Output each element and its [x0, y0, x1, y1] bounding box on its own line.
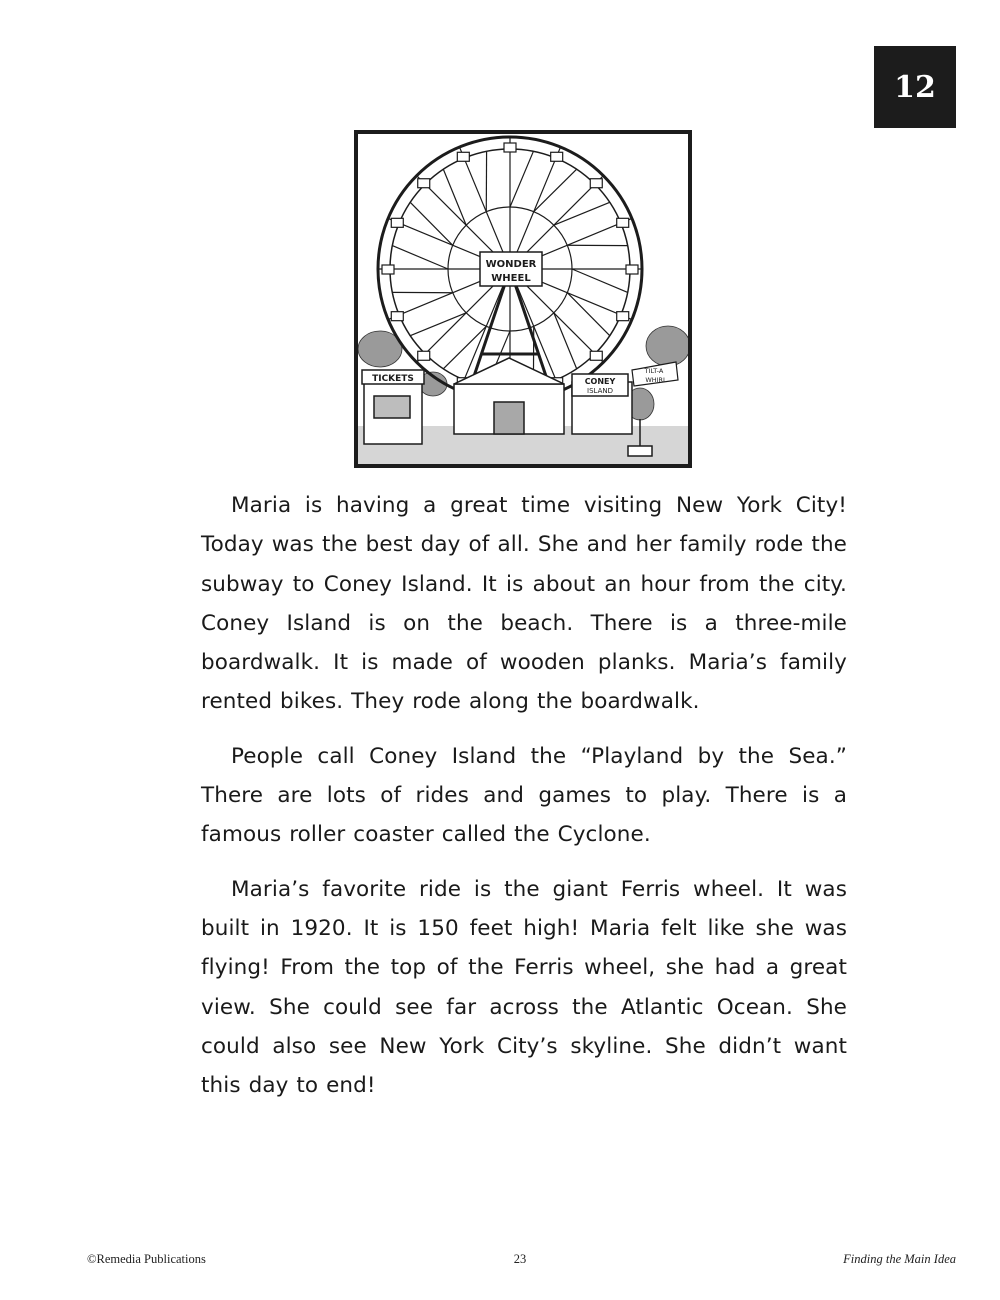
- gondola-car: [391, 218, 403, 227]
- tickets-sign: TICKETS: [372, 374, 414, 384]
- story-text: [201, 486, 847, 1120]
- story-paragraph-3: Maria’s favorite ride is the giant Ferris wheel. It was built in 1920. It is 150 feet high! Maria felt like she was flying! From the top of the Ferris wheel, she had a great view. She could see far across the Atlantic Ocean. She could also see New York City’s skyline. She didn’t want this day to end!: [201, 876, 847, 1099]
- gondola-car: [418, 351, 430, 360]
- footer-book-title: Finding the Main Idea: [843, 1252, 956, 1266]
- whirl-sign: WHIRL: [645, 376, 667, 384]
- gondola-car: [391, 312, 403, 321]
- gondola-car: [457, 152, 469, 161]
- island-sign: ISLAND: [587, 387, 613, 395]
- gondola-car: [504, 143, 516, 152]
- footer-page-number: 23: [513, 1252, 527, 1266]
- ferris-wheel-illustration: [354, 130, 692, 468]
- tilt-sign: TILT-A: [644, 367, 664, 375]
- gondola-car: [551, 152, 563, 161]
- gondola-car: [590, 351, 602, 360]
- page-number-badge: 12: [874, 46, 956, 128]
- gondola-car: [626, 265, 638, 274]
- gondola-car: [418, 179, 430, 188]
- coney-sign: CONEY: [584, 377, 616, 386]
- gondola-car: [590, 179, 602, 188]
- gondola-car: [382, 265, 394, 274]
- wheel-sign-top: WONDER: [485, 259, 537, 270]
- gondola-car: [617, 218, 629, 227]
- footer-publisher: ©Remedia Publications: [87, 1252, 206, 1266]
- story-paragraph-2: People call Coney Island the “Playland by the Sea.” There are lots of rides and games to play. There is a famous roller coaster called the Cyclone.: [201, 743, 847, 848]
- wheel-sign-bottom: WHEEL: [491, 273, 531, 284]
- story-paragraph-1: Maria is having a great time visiting New York City! Today was the best day of all. She and her family rode the subway to Coney Island. It is about an hour from the city. Coney Island is on the beach. There is a three-mile boardwalk. It is made of wooden planks. Maria’s family rented bikes. They rode along the boardwalk.: [201, 493, 847, 715]
- gondola-car: [617, 312, 629, 321]
